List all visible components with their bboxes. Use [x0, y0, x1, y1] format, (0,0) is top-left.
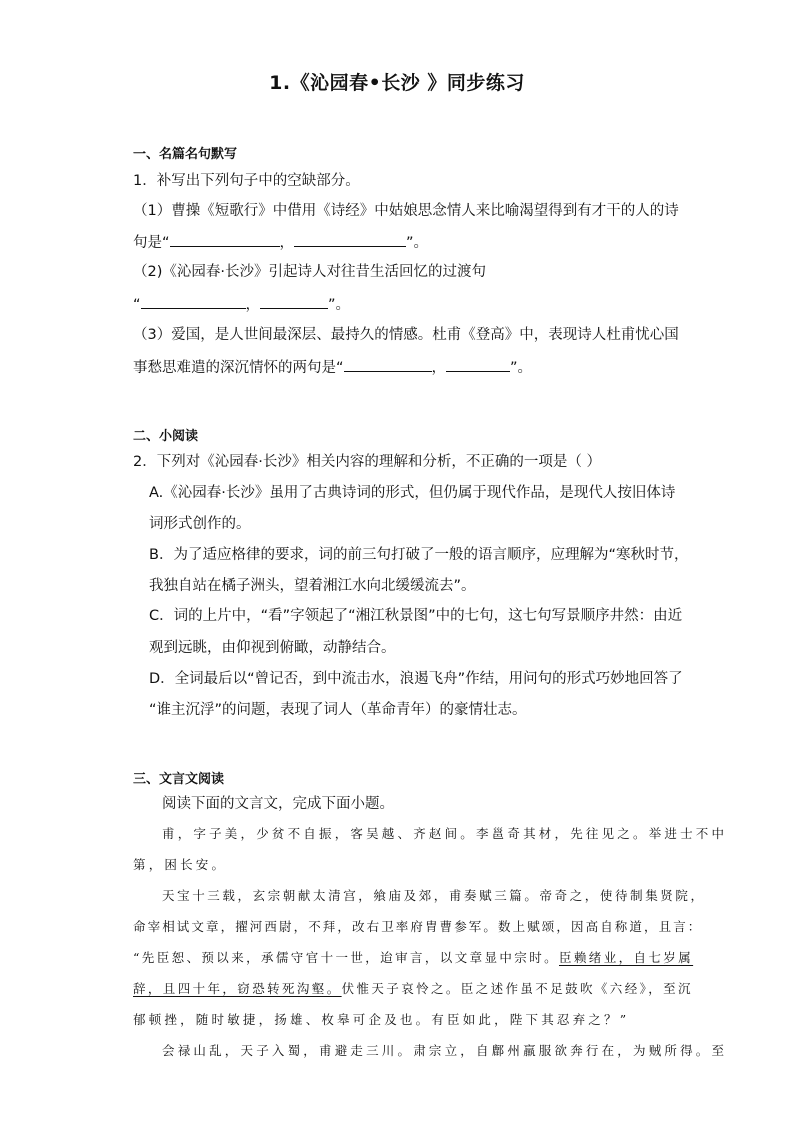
underlined-sentence: 臣赖绪业，自七岁属: [559, 950, 694, 965]
option-d-line-1: D．全词最后以“曾记否，到中流击水，浪遏飞舟”作结，用问句的形式巧妙地回答了: [149, 671, 683, 687]
option-a-line-2: 词形式创作的。: [149, 516, 251, 532]
answer-blank[interactable]: [344, 357, 432, 372]
question-1-part-2-line-2: [133, 294, 350, 315]
classical-para-2-line-2: 命宰相试文章，擢河西尉，不拜，改右卫率府胄曹参军。数上赋颂，因高自称道，且言：: [133, 919, 703, 934]
question-1-part-2-line-1: （2)《沁园春·长沙》引起诗人对往昔生活回忆的过渡句: [133, 264, 486, 280]
option-c-line-2: 观到远眺，由仰视到俯瞰，动静结合。: [149, 640, 396, 656]
fill-text: ”。: [328, 297, 351, 313]
question-1-part-1-line-1: （1）曹操《短歌行》中借用《诗经》中姑娘思念情人来比喻渴望得到有才干的人的诗: [133, 203, 679, 219]
page-title: 1.《沁园春•长沙 》同步练习: [269, 72, 525, 94]
section-heading-classical: 三、文言文阅读: [133, 772, 225, 787]
fill-text: ，: [279, 235, 295, 251]
question-2-stem: 2．下列对《沁园春·长沙》相关内容的理解和分析，不正确的一项是（ ）: [133, 454, 601, 470]
fill-text: ”。: [406, 235, 429, 251]
fill-text: ”。: [510, 360, 533, 376]
option-b-line-2: 我独自站在橘子洲头，望着湘江水向北缓缓流去”。: [149, 578, 476, 594]
option-d-line-2: “谁主沉浮”的问题，表现了词人（革命青年）的豪情壮志。: [149, 702, 527, 718]
fill-text: ，: [245, 297, 261, 313]
classical-text: “先臣恕、预以来，承儒守官十一世，迨审言，以文章显中宗时。: [133, 950, 559, 965]
question-1-part-3-line-2: [133, 357, 532, 378]
option-c-line-1: C．词的上片中，“看”字领起了“湘江秋景图”中的七句，这七句写景顺序井然：由近: [149, 608, 683, 624]
question-1-stem: 1．补写出下列句子中的空缺部分。: [133, 173, 360, 189]
fill-text: 事愁思难遣的深沉情怀的两句是“: [133, 360, 344, 376]
answer-blank[interactable]: [170, 232, 280, 247]
section-heading-dictation: 一、名篇名句默写: [133, 147, 238, 162]
fill-text: 句是“: [133, 235, 170, 251]
classical-para-1-line-2: 第，困长安。: [133, 857, 228, 872]
classical-para-2-line-3: [133, 948, 693, 968]
fill-text: ，: [431, 360, 447, 376]
classical-text: 伏惟天子哀怜之。臣之述作虽不足鼓吹《六经》，至沉: [341, 981, 693, 996]
answer-blank[interactable]: [141, 294, 246, 309]
classical-para-2-line-5: 郁顿挫，随时敏捷，扬雄、枚皋可企及也。有臣如此，陛下其忍弃之？”: [133, 1012, 630, 1027]
classical-para-2-line-4: [133, 979, 693, 999]
answer-blank[interactable]: [260, 294, 328, 309]
classical-para-2-line-1: 天宝十三载，玄宗朝献太清宫，飨庙及郊，甫奏赋三篇。帝奇之，使待制集贤院，: [162, 888, 706, 903]
answer-blank[interactable]: [294, 232, 406, 247]
classical-para-3-line-1: 会禄山乱，天子入蜀，甫避走三川。肃宗立，自鄜州羸服欲奔行在，为贼所得。至: [162, 1043, 728, 1058]
question-1-part-1-line-2: [133, 232, 428, 253]
option-a-line-1: A.《沁园春·长沙》虽用了古典诗词的形式，但仍属于现代作品，是现代人按旧体诗: [149, 485, 676, 501]
option-b-line-1: B．为了适应格律的要求，词的前三句打破了一般的语言顺序，应理解为“寒秋时节，: [149, 547, 689, 563]
section-heading-reading: 二、小阅读: [133, 429, 199, 444]
answer-blank[interactable]: [446, 357, 510, 372]
question-1-part-3-line-1: （3）爱国，是人世间最深层、最持久的情感。杜甫《登高》中，表现诗人杜甫忧心国: [133, 327, 679, 343]
underlined-sentence: 辞，且四十年，窃恐转死沟壑。: [133, 981, 342, 996]
fill-text: “: [133, 297, 141, 313]
classical-para-1-line-1: 甫，字子美，少贫不自振，客吴越、齐赵间。李邕奇其材，先往见之。举进士不中: [162, 826, 728, 841]
classical-intro: 阅读下面的文言文，完成下面小题。: [162, 796, 394, 812]
